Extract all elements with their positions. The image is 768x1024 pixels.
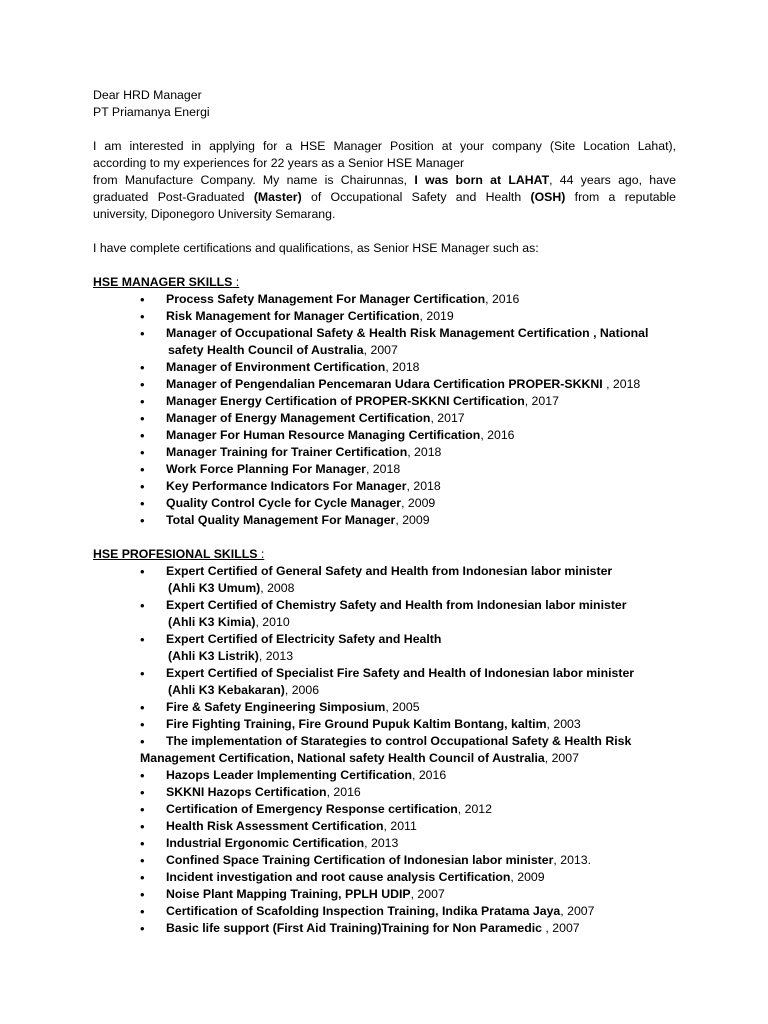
letter-page [93, 87, 676, 937]
skill-title-continued [166, 580, 676, 597]
skill-title-continued [166, 682, 676, 699]
skill-year: , 2012 [457, 802, 492, 816]
skill-item [93, 801, 676, 818]
skill-item [93, 393, 676, 410]
skill-item [93, 699, 676, 716]
heading-colon: : [257, 547, 265, 561]
skill-item [93, 376, 676, 393]
bullet-icon: • [140, 700, 145, 715]
skill-title: The implementation of Starategies to control Occupational Safety & Health Risk [166, 734, 632, 748]
skill-title: Manager Training for Trainer Certification [166, 445, 408, 459]
bullet-icon: • [140, 445, 145, 460]
manager-skills-heading [93, 274, 676, 291]
skill-item [93, 784, 676, 801]
skill-title: Industrial Ergonomic Certification [166, 836, 365, 850]
bullet-icon: • [140, 853, 145, 868]
skill-title: Expert Certified of Electricity Safety and Health [166, 632, 442, 646]
intro-text: , 44 years ago, have [549, 173, 676, 187]
skill-title: Fire & Safety Engineering Simposium [166, 700, 386, 714]
skill-year: , 2007 [363, 343, 398, 357]
skill-title-continued [166, 342, 676, 359]
skill-year: , 2018 [602, 377, 641, 391]
spacer [93, 223, 676, 240]
skill-title-continued [166, 614, 676, 631]
bullet-icon: • [140, 887, 145, 902]
manager-skills-label: HSE MANAGER SKILLS [93, 275, 233, 289]
skill-year: , 2018 [407, 445, 442, 459]
bullet-icon: • [140, 768, 145, 783]
skill-year: , 2005 [385, 700, 420, 714]
skill-title: Key Performance Indicators For Manager [166, 479, 407, 493]
intro-paragraph [93, 138, 676, 223]
skill-continuation: (Ahli K3 Umum) [168, 581, 261, 595]
bullet-icon: • [140, 479, 145, 494]
skill-continuation: Management Certification, National safety Health Council of Australia [140, 751, 545, 765]
skill-year: , 2016 [485, 292, 520, 306]
company-name: PT Priamanya Energi [93, 105, 210, 119]
bullet-icon: • [140, 360, 145, 375]
salutation: Dear HRD Manager [93, 88, 202, 102]
skill-item [93, 835, 676, 852]
bullet-icon: • [140, 802, 145, 817]
skill-title: Fire Fighting Training, Fire Ground Pupuk Kaltim Bontang, kaltim [166, 717, 547, 731]
skill-item [93, 359, 676, 376]
bullet-icon: • [140, 292, 145, 307]
bullet-icon: • [140, 904, 145, 919]
skill-year: , 2013. [553, 853, 592, 867]
skill-item [93, 410, 676, 427]
skill-item [93, 869, 676, 886]
bullet-icon: • [140, 428, 145, 443]
skill-year: , 2013 [258, 649, 294, 663]
skill-year: , 2009 [395, 513, 430, 527]
skill-year: , 2017 [524, 394, 559, 408]
skill-year: , 2019 [419, 309, 454, 323]
skill-title: Basic life support (First Aid Training)Training for Non Paramedic [166, 921, 543, 935]
skill-title: Manager of Environment Certification [166, 360, 386, 374]
bullet-icon: • [140, 921, 145, 936]
skill-year: , 2008 [260, 581, 295, 595]
certifications-intro: I have complete certifications and qualifications, as Senior HSE Manager such as: [93, 241, 539, 255]
skill-title-continued [140, 750, 676, 767]
skill-title: Manager of Pengendalian Pencemaran Udara Certification PROPER-SKKNI [166, 377, 603, 391]
skill-year: , 2007 [410, 887, 445, 901]
bullet-icon: • [140, 309, 145, 324]
intro-line: according to my experiences for 22 years as a Senior HSE Manager [93, 156, 465, 170]
skill-title: Noise Plant Mapping Training, PPLH UDIP [166, 887, 411, 901]
skill-item [93, 852, 676, 869]
skill-item [93, 597, 676, 631]
intro-line [93, 172, 676, 189]
skill-title: Confined Space Training Certification of Indonesian labor minister [166, 853, 554, 867]
bullet-icon: • [140, 734, 145, 749]
bullet-icon: • [140, 598, 145, 613]
skill-item [93, 512, 676, 529]
professional-skills-label: HSE PROFESIONAL SKILLS [93, 547, 258, 561]
skill-year: , 2016 [411, 768, 447, 782]
skill-title: Expert Certified of General Safety and Health from Indonesian labor minister [166, 564, 613, 578]
skill-item [93, 427, 676, 444]
skill-title: Manager Energy Certification of PROPER-SKKNI Certification [166, 394, 525, 408]
skill-title: Expert Certified of Chemistry Safety and Health from Indonesian labor minister [166, 598, 627, 612]
intro-degree: (Master) [253, 190, 302, 204]
bullet-icon: • [140, 394, 145, 409]
skill-title: Hazops Leader Implementing Certification [166, 768, 412, 782]
bullet-icon: • [140, 666, 145, 681]
skill-year: , 2016 [480, 428, 515, 442]
heading-colon: : [232, 275, 240, 289]
skill-item [93, 291, 676, 308]
skill-year: , 2018 [365, 462, 401, 476]
skill-title: Risk Management for Manager Certification [166, 309, 420, 323]
skill-item [93, 818, 676, 835]
skill-title: Quality Control Cycle for Cycle Manager [166, 496, 402, 510]
intro-text: of Occupational Safety and Health [301, 190, 531, 204]
skill-continuation: (Ahli K3 Kebakaran) [168, 683, 285, 697]
intro-osh: (OSH) [530, 190, 566, 204]
skill-title: Manager of Occupational Safety & Health Risk Management Certification , National [166, 326, 649, 340]
skill-continuation: (Ahli K3 Kimia) [168, 615, 256, 629]
intro-text: from a reputable [574, 190, 676, 204]
skill-year: , 2016 [326, 785, 361, 799]
spacer [93, 529, 676, 546]
skill-title: Total Quality Management For Manager [166, 513, 396, 527]
skill-title: SKKNI Hazops Certification [166, 785, 327, 799]
bullet-icon: • [140, 496, 145, 511]
intro-birthplace: I was born at LAHAT [414, 173, 550, 187]
skill-title: Health Risk Assessment Certification [166, 819, 384, 833]
skill-continuation: safety Health Council of Australia [168, 343, 364, 357]
skill-year: , 2011 [383, 819, 417, 833]
skill-year: , 2013 [364, 836, 399, 850]
skill-year: , 2018 [406, 479, 441, 493]
professional-skills-heading [93, 546, 676, 563]
skill-year: , 2007 [542, 921, 580, 935]
spacer [93, 121, 676, 138]
intro-text: graduated Post-Graduated [93, 190, 245, 204]
skill-title: Manager For Human Resource Managing Certification [166, 428, 481, 442]
bullet-icon: • [140, 513, 145, 528]
bullet-icon: • [140, 717, 145, 732]
skill-item [93, 325, 676, 359]
skill-item [93, 444, 676, 461]
skill-title: Work Force Planning For Manager [166, 462, 366, 476]
skill-title: Expert Certified of Specialist Fire Safety and Health of Indonesian labor minister [166, 666, 635, 680]
skill-year: , 2003 [546, 717, 581, 731]
manager-skills-list [93, 291, 676, 529]
skill-item [93, 478, 676, 495]
bullet-icon: • [140, 564, 145, 579]
skill-item [93, 716, 676, 733]
skill-year: , 2009 [401, 496, 436, 510]
intro-line: university, Diponegoro University Semarang. [93, 207, 336, 221]
skill-continuation: (Ahli K3 Listrik) [168, 649, 259, 663]
skill-item [93, 665, 676, 699]
skill-title-continued [166, 648, 676, 665]
skill-year: , 2007 [544, 751, 579, 765]
bullet-icon: • [140, 785, 145, 800]
skill-title: Process Safety Management For Manager Certification [166, 292, 486, 306]
bullet-icon: • [140, 632, 145, 647]
skill-item [93, 631, 676, 665]
bullet-icon: • [140, 819, 145, 834]
skill-item [93, 563, 676, 597]
skill-item [93, 903, 676, 920]
spacer [93, 257, 676, 274]
bullet-icon: • [140, 377, 145, 392]
skill-item [93, 886, 676, 903]
skill-item [93, 495, 676, 512]
skill-title: Incident investigation and root cause analysis Certification [166, 870, 511, 884]
skill-year: , 2010 [255, 615, 290, 629]
bullet-icon: • [140, 870, 145, 885]
skill-year: , 2007 [560, 904, 595, 918]
skill-year: , 2017 [430, 411, 465, 425]
skill-year: , 2006 [284, 683, 320, 697]
skill-title: Certification of Scafolding Inspection Training, Indika Pratama Jaya [166, 904, 561, 918]
bullet-icon: • [140, 326, 145, 341]
bullet-icon: • [140, 411, 145, 426]
intro-text: from Manufacture Company. My name is Chairunnas, [93, 173, 415, 187]
skill-item [93, 920, 676, 937]
professional-skills-list [93, 563, 676, 937]
skill-title: Manager of Energy Management Certification [166, 411, 431, 425]
skill-item [93, 308, 676, 325]
skill-item [93, 767, 676, 784]
skill-title: Certification of Emergency Response certification [166, 802, 458, 816]
intro-line: I am interested in applying for a HSE Manager Position at your company (Site Location Lahat), [93, 139, 676, 153]
skill-year: , 2018 [385, 360, 420, 374]
skill-year: , 2009 [510, 870, 545, 884]
skill-item [93, 733, 676, 767]
bullet-icon: • [140, 462, 145, 477]
bullet-icon: • [140, 836, 145, 851]
skill-item [93, 461, 676, 478]
intro-line [93, 189, 676, 206]
